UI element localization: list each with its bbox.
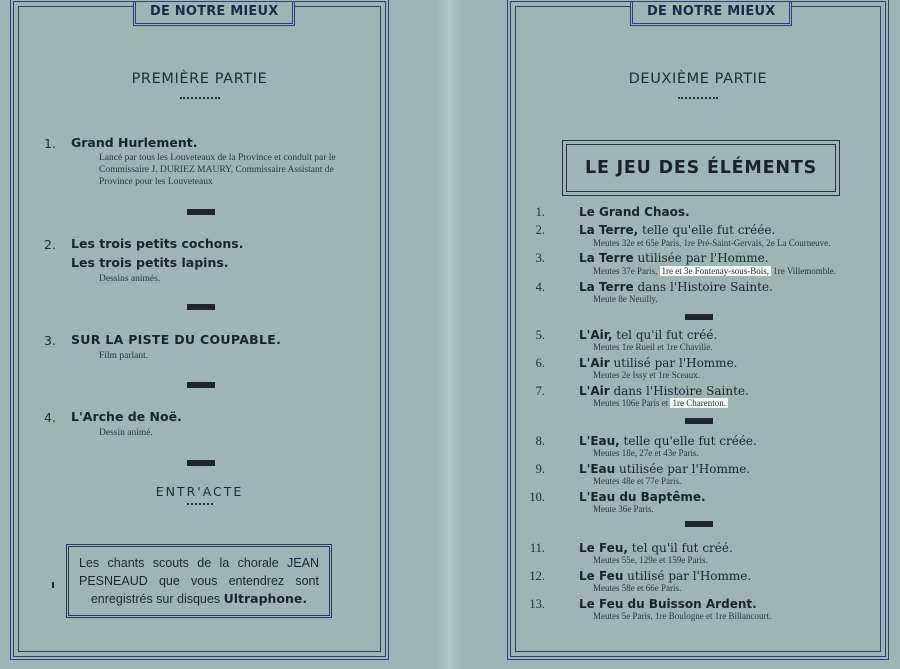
r-item-4-rest: dans l'Histoire Sainte. [633, 280, 773, 294]
r-item-5-number: 5. [535, 328, 545, 342]
r-item-3-number: 3. [535, 251, 545, 265]
r-item-9-number: 9. [535, 462, 545, 476]
r-item-3-desc-pre: Meutes 37e Paris, [593, 266, 660, 276]
r-item-7-title [579, 384, 749, 398]
r-item-10-number: 10. [529, 490, 545, 504]
r-item-2-bold: La Terre, [579, 223, 639, 237]
separator-dash [187, 304, 215, 310]
item-2-desc: Dessins animés. [99, 274, 161, 284]
chorale-notice-box [66, 544, 332, 618]
r-item-13-bold: Le Feu du Buisson Ardent. [579, 597, 757, 611]
separator-dash [187, 209, 215, 215]
r-item-1-title [579, 205, 690, 219]
r-item-8-bold: L'Eau, [579, 434, 620, 448]
entracte-heading: ENTR'ACTE [155, 484, 244, 499]
chorale-label-ultraphone: Ultraphone. [223, 591, 308, 606]
item-1-title: Grand Hurlement. [71, 135, 198, 150]
r-item-7-bold: L'Air [579, 384, 610, 398]
r-item-11-bold: Le Feu, [579, 541, 628, 555]
r-item-8-desc: Meutes 18e, 27e et 43e Paris. [593, 448, 699, 458]
r-item-2-desc: Meutes 32e et 65e Paris, 1re Pré-Saint-Gervais, 2e La Courneuve. [593, 238, 831, 248]
r-item-1-bold: Le Grand Chaos. [579, 205, 690, 219]
separator-dash [685, 314, 713, 320]
jeu-des-elements-box [562, 140, 840, 196]
r-item-10-title [579, 490, 706, 504]
left-header-tab: DE NOTRE MIEUX [133, 2, 295, 26]
r-item-3-bold: La Terre [579, 251, 634, 265]
r-item-8-title [579, 434, 757, 448]
deuxieme-partie-title: DEUXIÈME PARTIE [628, 71, 768, 87]
item-4-number: 4. [44, 410, 56, 425]
r-item-7-desc [593, 398, 728, 409]
separator-dash [187, 460, 215, 466]
jeu-des-elements-title: LE JEU DES ÉLÉMENTS [566, 144, 836, 192]
separator-dash [685, 418, 713, 424]
r-item-12-bold: Le Feu [579, 569, 624, 583]
r-item-5-rest: tel qu'il fut créé. [612, 328, 718, 342]
r-item-2-rest: telle qu'elle fut créée. [638, 223, 776, 237]
r-item-12-desc: Meutes 58e et 66e Paris. [593, 583, 682, 593]
r-item-4-bold: La Terre [579, 280, 634, 294]
r-item-9-title [579, 462, 750, 476]
r-item-8-rest: telle qu'elle fut créée. [619, 434, 757, 448]
r-item-10-desc: Meute 36e Paris. [593, 504, 654, 514]
item-2-title-2: Les trois petits lapins. [71, 255, 229, 270]
r-item-5-desc: Meutes 1re Rueil et 1re Chaville. [593, 342, 713, 352]
item-3-number: 3. [44, 333, 56, 348]
r-item-3-desc-highlight: 1re et 3e Fontenay-sous-Bois, [661, 266, 769, 276]
r-item-12-rest: utilisé par l'Homme. [623, 569, 752, 583]
premiere-partie-title: PREMIÈRE PARTIE [131, 71, 268, 87]
r-item-13-title [579, 597, 757, 611]
item-2-title: Les trois petits cochons. [71, 236, 244, 251]
item-3-desc: Film parlant. [99, 351, 149, 361]
r-item-2-title [579, 223, 775, 237]
item-1-number: 1. [44, 136, 56, 151]
r-item-6-bold: L'Air [579, 356, 610, 370]
r-item-3-desc [593, 266, 836, 277]
r-item-7-desc-highlight: 1re Charenton. [672, 398, 726, 408]
separator-dash [685, 521, 713, 527]
item-4-desc: Dessin animé. [99, 428, 153, 438]
item-4-title: L'Arche de Noë. [71, 409, 182, 424]
title-dots [678, 97, 718, 100]
left-page [10, 0, 389, 660]
r-item-4-desc: Meute 8e Neuilly. [593, 294, 658, 304]
r-item-11-rest: tel qu'il fut créé. [627, 541, 733, 555]
r-item-1-number: 1. [535, 205, 545, 219]
right-header-tab: DE NOTRE MIEUX [630, 2, 792, 26]
margin-mark [52, 582, 54, 588]
r-item-6-rest: utilisé par l'Homme. [609, 356, 738, 370]
r-item-3-title [579, 251, 769, 265]
item-1-desc: Lancé par tous les Louveteaux de la Province et conduit par le Commissaire J. DURIEZ MAURY, Commissaire Assistant de Province pour les Louveteaux [99, 153, 336, 187]
r-item-9-desc: Meutes 48e et 77e Paris. [593, 476, 682, 486]
r-item-7-rest: dans l'Histoire Sainte. [609, 384, 749, 398]
r-item-7-desc-pre: Meutes 106e Paris et [593, 398, 671, 408]
separator-dash [187, 382, 215, 388]
r-item-9-rest: utilisée par l'Homme. [615, 462, 751, 476]
r-item-2-number: 2. [535, 223, 545, 237]
r-item-8-number: 8. [535, 434, 545, 448]
r-item-12-number: 12. [529, 569, 545, 583]
r-item-9-bold: L'Eau [579, 462, 616, 476]
r-item-5-bold: L'Air, [579, 328, 613, 342]
r-item-6-number: 6. [535, 356, 545, 370]
r-item-6-desc: Meutes 2e Issy et 1re Sceaux. [593, 370, 700, 380]
r-item-3-desc-post: 1re Villemomble. [770, 266, 837, 276]
r-item-13-desc: Meutes 5e Paris, 1re Boulogne et 1re Billancourt. [593, 611, 772, 621]
r-item-3-rest: utilisée par l'Homme. [633, 251, 769, 265]
r-item-5-title [579, 328, 717, 342]
r-item-11-desc: Meutes 55e, 129e et 159e Paris. [593, 555, 708, 565]
center-fold [438, 0, 464, 669]
r-item-11-number: 11. [529, 541, 545, 555]
r-item-4-title [579, 280, 773, 294]
entracte-dots [187, 503, 213, 506]
r-item-7-number: 7. [535, 384, 545, 398]
r-item-4-number: 4. [535, 280, 545, 294]
chorale-text: Les chants scouts de la chorale JEAN PESNEAUD que vous entendrez sont enregistrés sur disques [79, 556, 319, 606]
r-item-13-number: 13. [529, 597, 545, 611]
r-item-12-title [579, 569, 751, 583]
right-page [507, 0, 889, 660]
item-2-number: 2. [44, 237, 56, 252]
r-item-6-title [579, 356, 737, 370]
r-item-11-title [579, 541, 733, 555]
title-dots [180, 97, 220, 100]
r-item-10-bold: L'Eau du Baptême. [579, 490, 706, 504]
item-3-title: SUR LA PISTE DU COUPABLE. [71, 332, 282, 347]
